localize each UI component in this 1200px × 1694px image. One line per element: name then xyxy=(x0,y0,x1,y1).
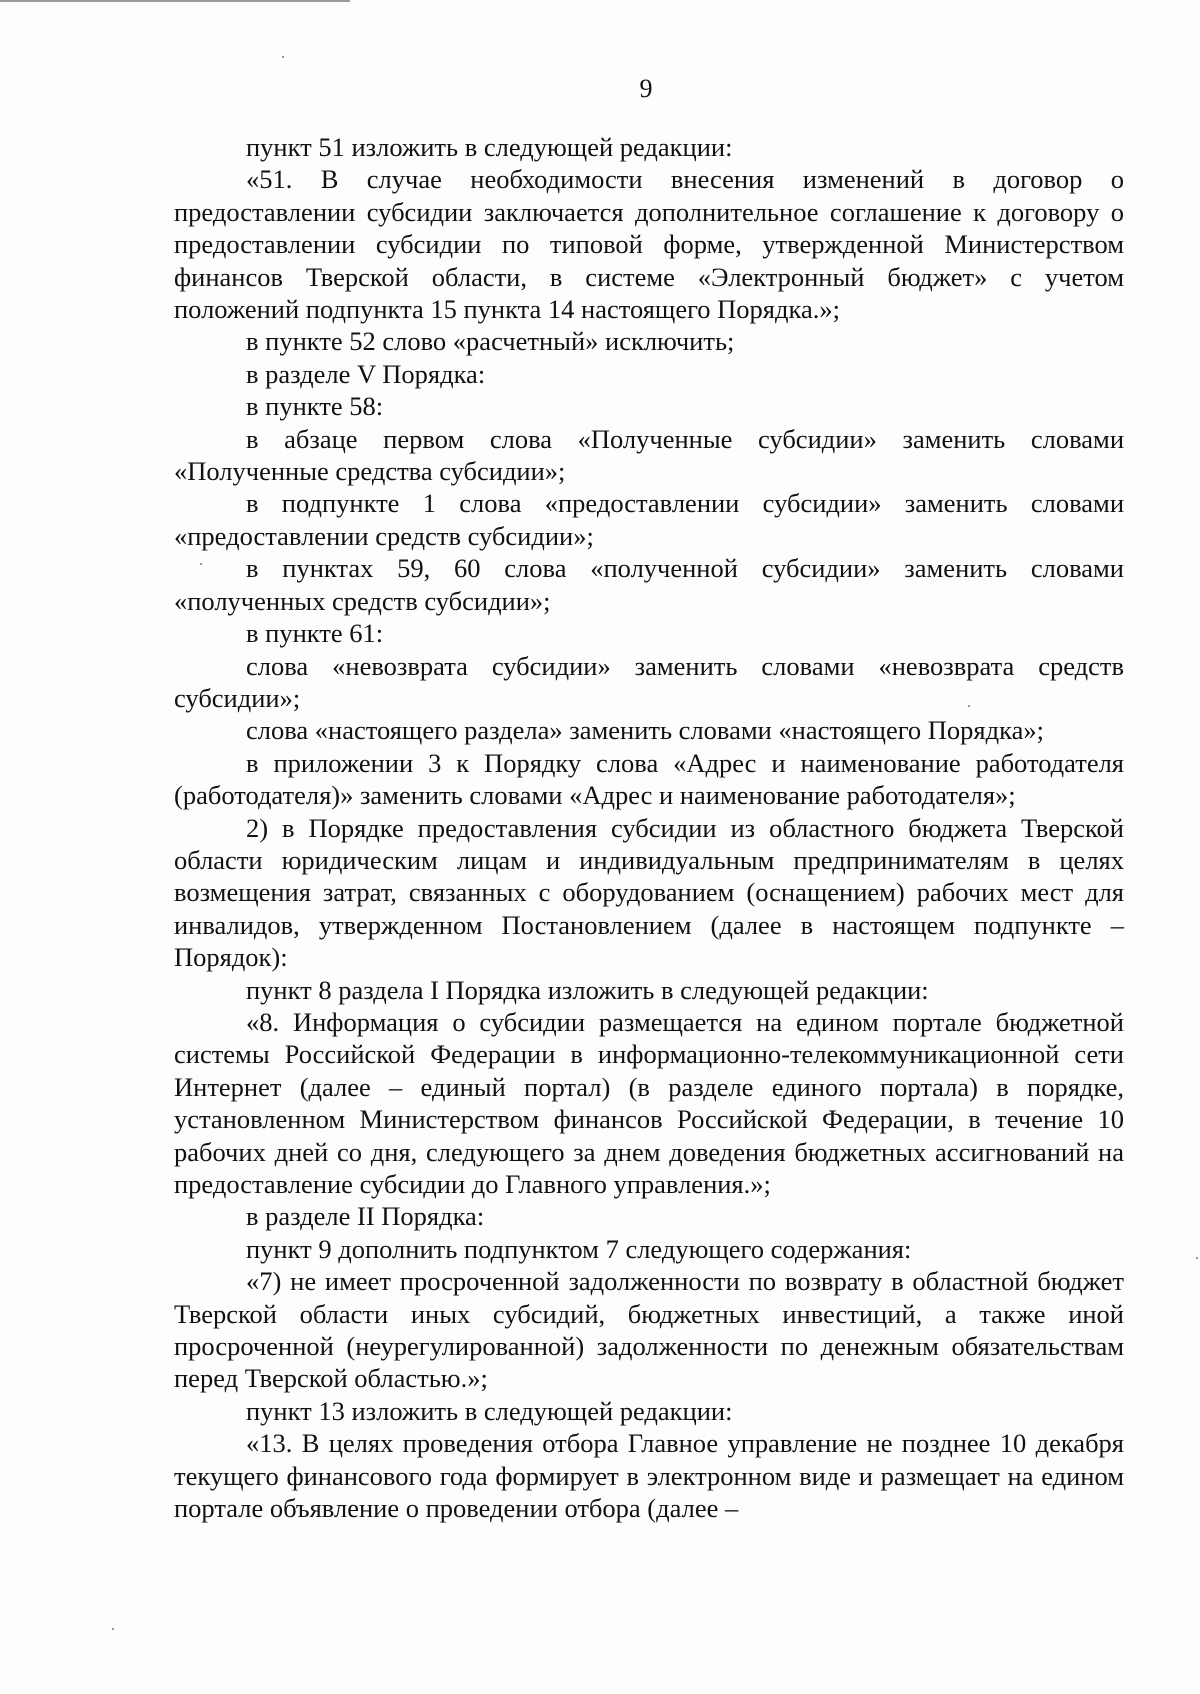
page-number: 9 xyxy=(639,74,653,103)
paragraph: «7) не имеет просроченной задолженности по возврату в областной бюджет Тверской области иных субсидий, бюджетных инвестиций, а также иной просроченной (неурегулированной) задолженности по денежным обязательствам перед Тверской областью.»; xyxy=(174,1266,1124,1394)
paragraph: пункт 8 раздела I Порядка изложить в следующей редакции: xyxy=(246,974,929,1005)
paragraph: пункт 9 дополнить подпунктом 7 следующего содержания: xyxy=(246,1233,912,1264)
paragraph: в пункте 58: xyxy=(246,391,384,422)
paragraph: в разделе V Порядка: xyxy=(246,358,486,389)
scan-speck xyxy=(112,1628,114,1630)
paragraph: 2) в Порядке предоставления субсидии из областного бюджета Тверской области юридическим лицам и индивидуальным предпринимателям в целях возмещения затрат, связанных с оборудованием (оснащением) рабочих мест для инвалидов, утвержденном Постановлением (далее в настоящем подпункте – Порядок): xyxy=(174,812,1124,973)
scan-edge-line xyxy=(0,0,350,2)
scan-speck xyxy=(282,56,284,58)
paragraph: в пунктах 59, 60 слова «полученной субсидии» заменить словами «полученных средств субсидии»; xyxy=(174,553,1124,616)
paragraph: пункт 13 изложить в следующей редакции: xyxy=(246,1395,733,1426)
paragraph: «8. Информация о субсидии размещается на едином портале бюджетной системы Российской Федерации в информационно-телекоммуникационной сети Интернет (далее – единый портал) (в разделе единого портала) в порядке, установленном Министерством финансов Российской Федерации, в течение 10 рабочих дней со дня, следующего за днем доведения бюджетных ассигнований на предоставление субсидии до Главного управления.»; xyxy=(174,1006,1124,1199)
paragraph: в пункте 61: xyxy=(246,618,384,649)
paragraph: «13. В целях проведения отбора Главное управление не позднее 10 декабря текущего финансового года формирует в электронном виде и размещает на едином портале объявление о проведении отбора (далее – xyxy=(174,1428,1124,1524)
paragraph: в приложении 3 к Порядку слова «Адрес и наименование работодателя (работодателя)» заменить словами «Адрес и наименование работодателя»; xyxy=(174,747,1124,811)
paragraph: в абзаце первом слова «Полученные субсидии» заменить словами «Полученные средства субсидии»; xyxy=(174,423,1124,487)
paragraph: слова «настоящего раздела» заменить словами «настоящего Порядка»; xyxy=(246,715,1044,746)
scan-speck xyxy=(200,563,202,565)
scan-speck xyxy=(968,705,970,707)
paragraph: пункт 51 изложить в следующей редакции: xyxy=(246,132,733,162)
scan-speck xyxy=(1196,1257,1198,1259)
paragraph: в разделе II Порядка: xyxy=(246,1201,485,1232)
paragraph: «51. В случае необходимости внесения изменений в договор о предоставлении субсидии заключается дополнительное соглашение к договору о предоставлении субсидии по типовой форме, утвержденной Министерством финансов Тверской области, в системе «Электронный бюджет» с учетом положений подпункта 15 пункта 14 настоящего Порядка.»; xyxy=(174,164,1124,325)
document-body xyxy=(174,131,1124,1524)
paragraph: слова «невозврата субсидии» заменить словами «невозврата средств субсидии»; xyxy=(174,650,1124,713)
paragraph: в подпункте 1 слова «предоставлении субсидии» заменить словами «предоставлении средств субсидии»; xyxy=(174,488,1124,551)
paragraph: в пункте 52 слово «расчетный» исключить; xyxy=(246,326,735,357)
